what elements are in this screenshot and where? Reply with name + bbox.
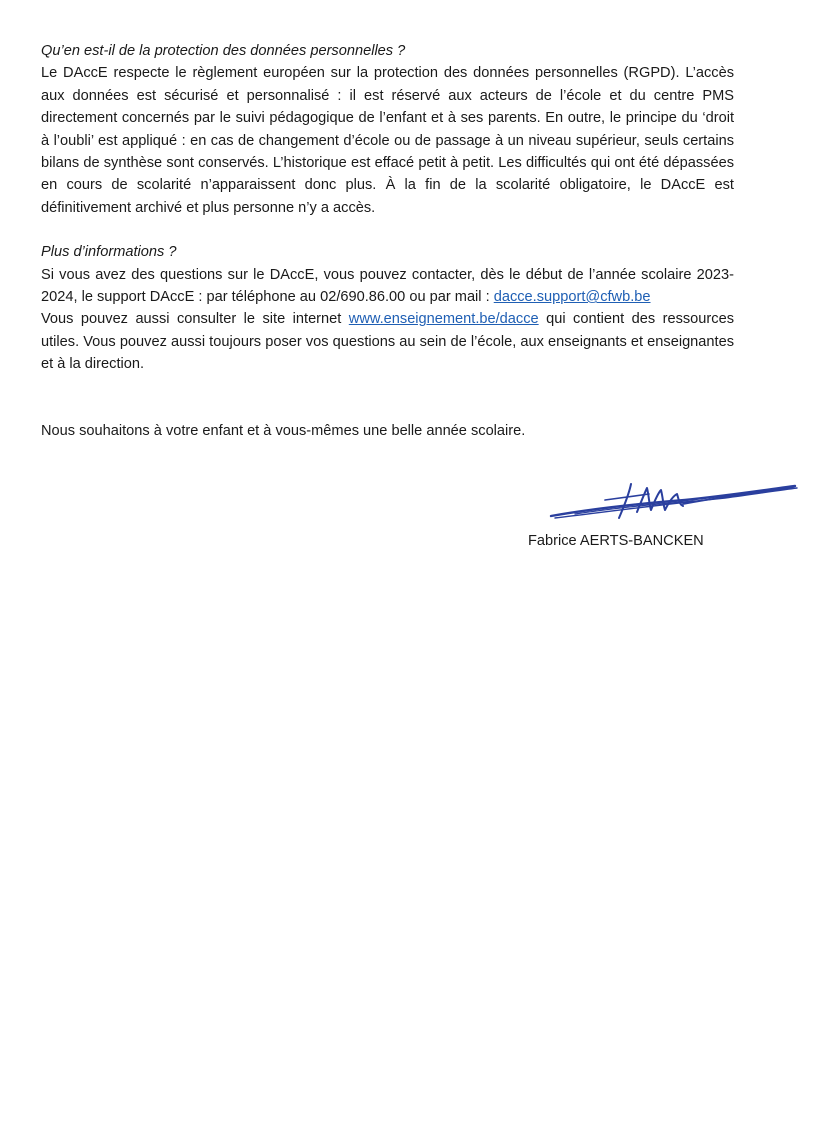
letter-body (41, 40, 734, 442)
signer-name: Fabrice AERTS-BANCKEN (528, 533, 704, 549)
handwritten-signature (545, 474, 805, 530)
website-link[interactable]: www.enseignement.be/dacce (348, 311, 539, 328)
info-heading: Plus d’informations ? (41, 244, 177, 261)
website-prefix: Vous pouvez aussi consulter le site internet (41, 311, 349, 328)
privacy-paragraph: Le DAccE respecte le règlement européen sur la protection des données personnelles (RGPD). L’accès aux données est sécurisé et personnalisé : il est réservé aux acteurs de l’école et du centre PMS directement concernés par le suivi pédagogique de l’enfant et à ses parents. En outre, le principe du ‘droit à l’oubli’ est appliqué : en cas de changement d’école ou de passage à un niveau supérieur, seuls certains bilans de synthèse sont conservés. L’historique est effacé petit à petit. Les difficultés qui ont été dépassées en cours de scolarité n’apparaissent donc plus. À la fin de la scolarité obligatoire, le DAccE est définitivement archivé et plus personne n’y a accès. (41, 65, 734, 216)
signature-icon (545, 474, 805, 530)
spacer (41, 376, 734, 420)
closing-wish: Nous souhaitons à votre enfant et à vous-mêmes une belle année scolaire. (41, 422, 526, 439)
support-email-link[interactable]: dacce.support@cfwb.be (493, 289, 651, 306)
spacer (41, 219, 734, 241)
contact-paragraph (41, 264, 734, 309)
website-paragraph (41, 308, 734, 375)
website-suffix: qui contient des ressources utiles. Vous pouvez aussi toujours poser vos questions au sein de l’école, aux enseignants et enseignantes et à la direction. (41, 311, 734, 373)
privacy-heading: Qu’en est-il de la protection des données personnelles ? (41, 43, 406, 59)
contact-text: Si vous avez des questions sur le DAccE, vous pouvez contacter, dès le début de l’année scolaire 2023-2024, le support DAccE : par téléphone au 02/690.86.00 ou par mail : (41, 266, 734, 306)
